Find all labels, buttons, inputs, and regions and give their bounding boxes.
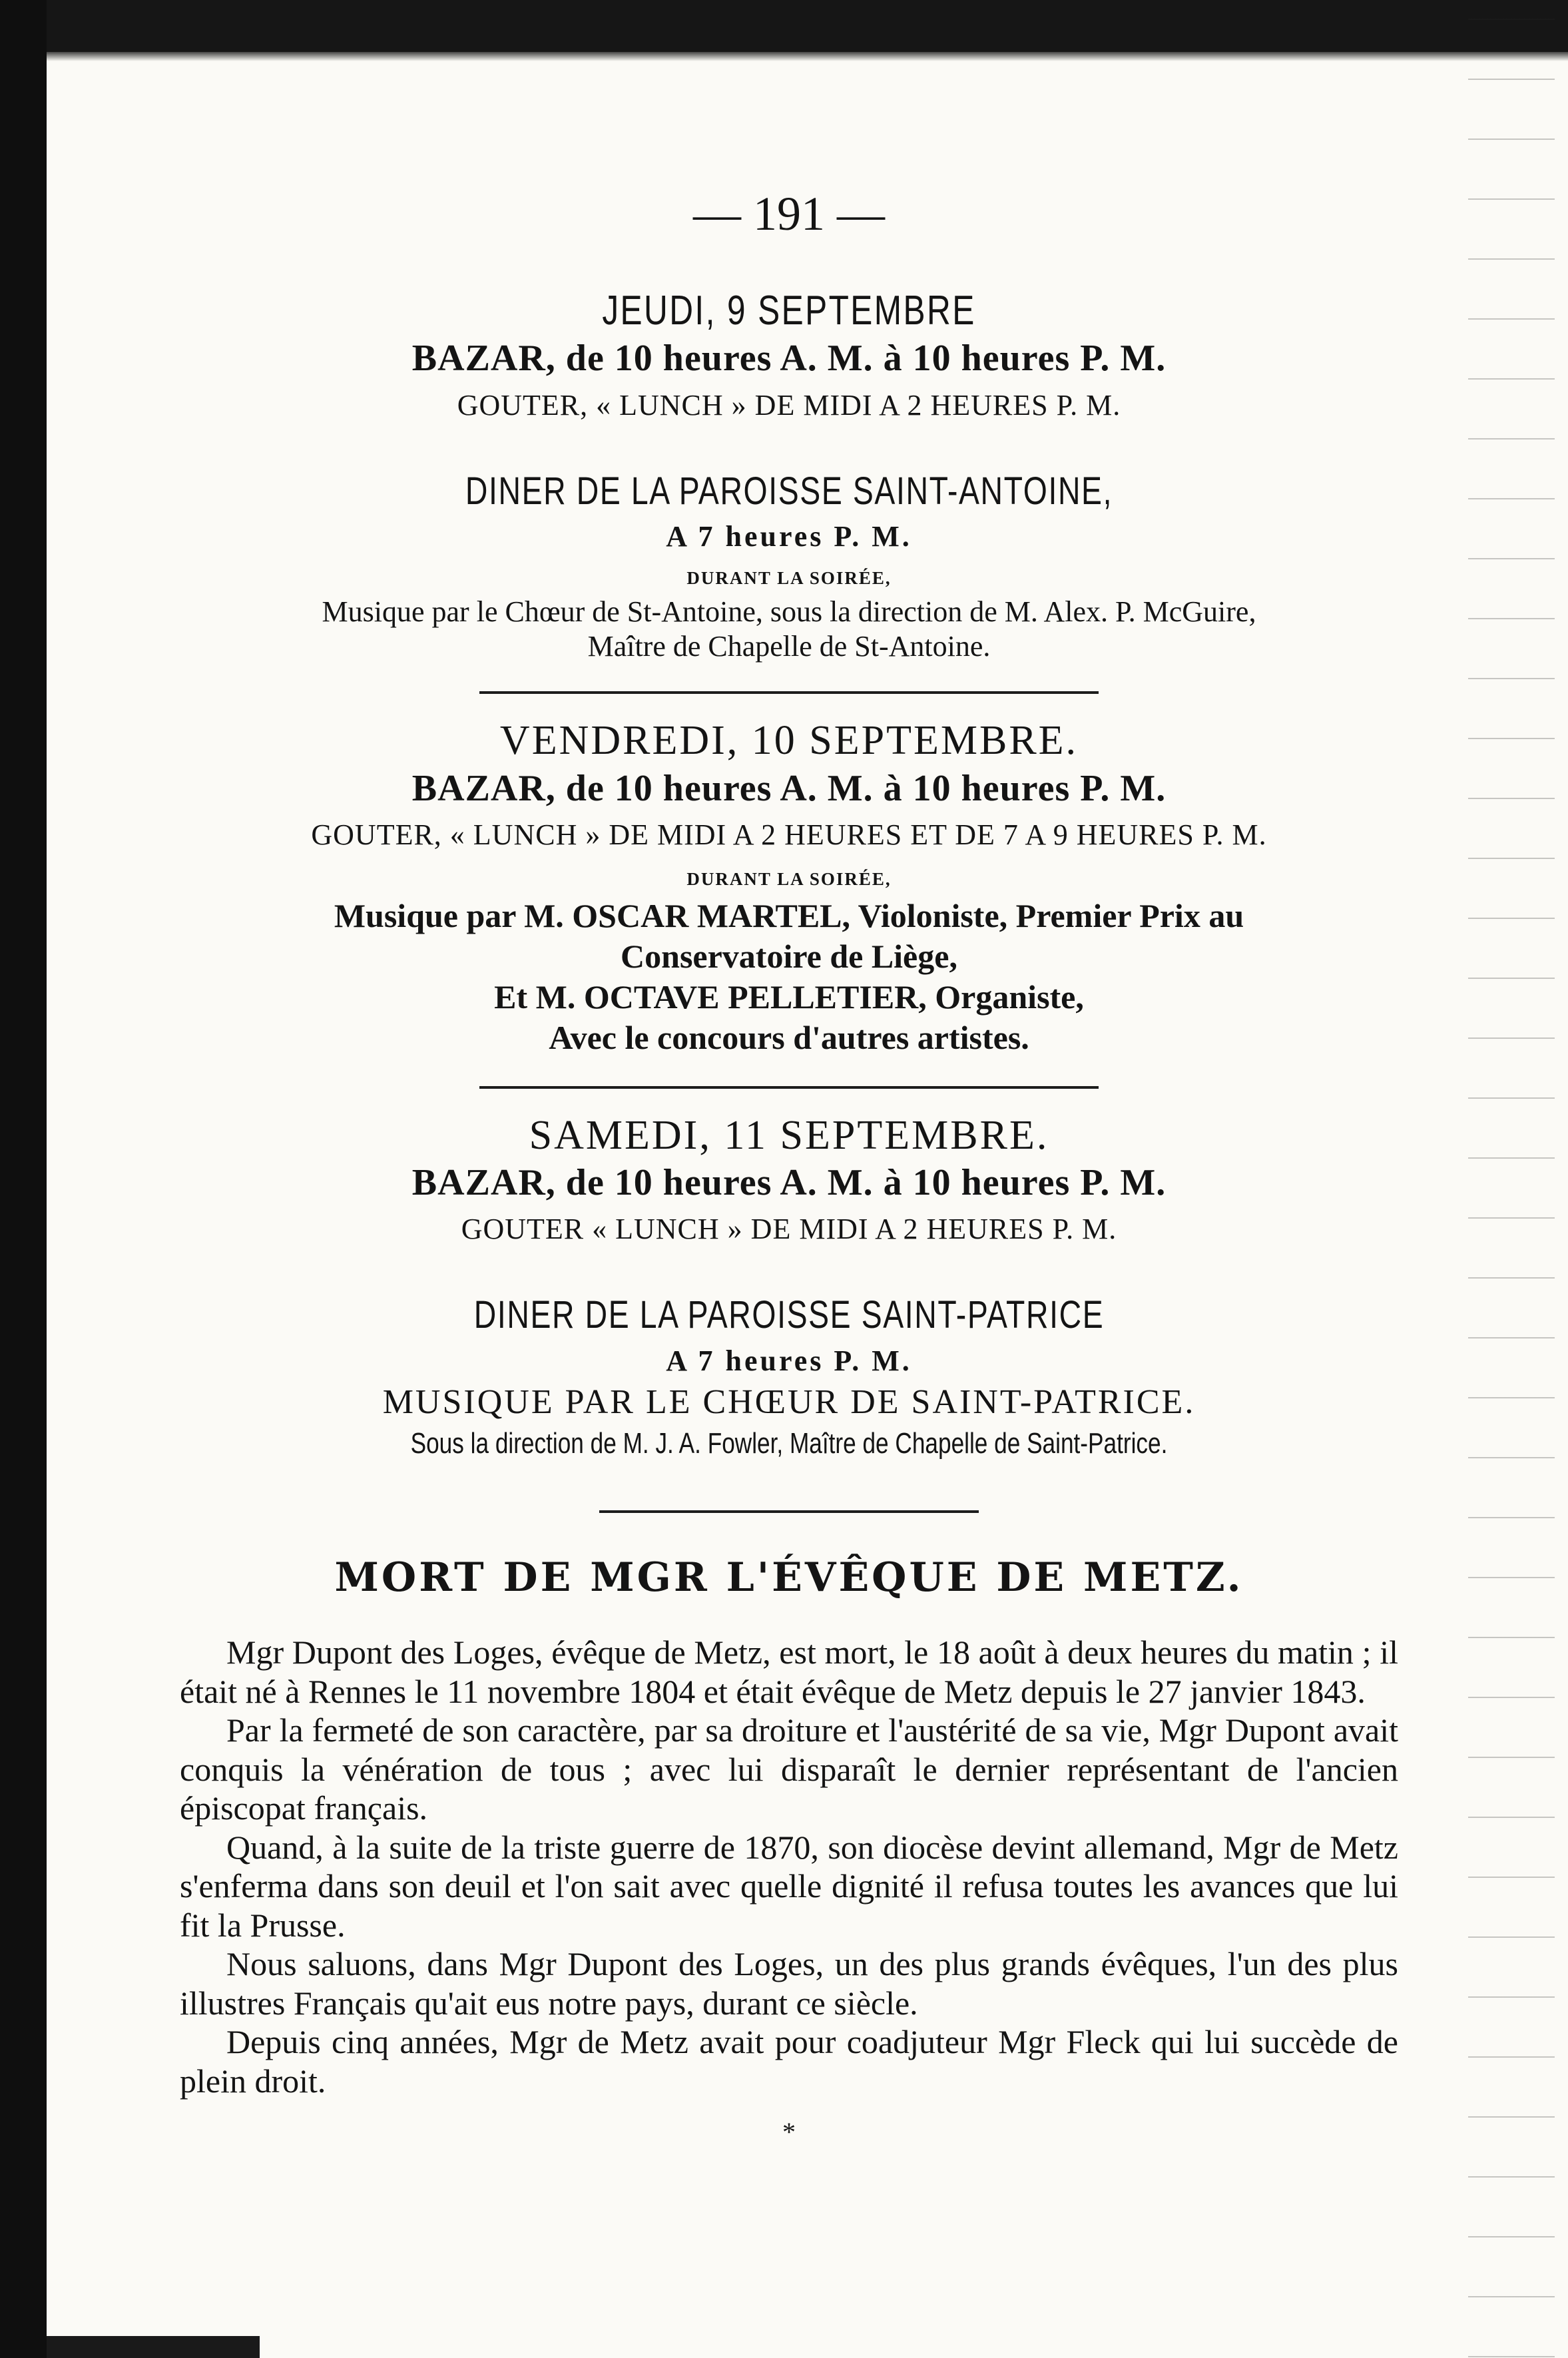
- event-bazar: BAZAR, de 10 heures A. M. à 10 heures P. M.: [411, 1161, 1167, 1203]
- event-day: VENDREDI, 10 SEPTEMBRE.: [499, 718, 1079, 764]
- article-paragraph: Par la fermeté de son caractère, par sa droiture et l'austérité de sa vie, Mgr Dupont avait conquis la vénération de tous ; avec lui disparaît le dernier représentant de l'ancien épiscopat français.: [180, 1711, 1398, 1827]
- event-saturday: [180, 1113, 1398, 1251]
- event-thursday: [180, 288, 1398, 427]
- music-line: Conservatoire de Liège,: [621, 937, 957, 975]
- event-friday: [180, 718, 1398, 1057]
- divider-rule: [479, 1086, 1099, 1089]
- music-line: Et M. OCTAVE PELLETIER, Organiste,: [494, 978, 1084, 1016]
- divider-rule: [479, 691, 1099, 694]
- music-line: Maître de Chapelle de St-Antoine.: [587, 629, 991, 663]
- music-line: MUSIQUE PAR LE CHŒUR DE SAINT-PATRICE.: [382, 1382, 1196, 1421]
- dinner-title: DINER DE LA PAROISSE SAINT-PATRICE: [473, 1293, 1105, 1337]
- event-dinner-saint-patrice: [180, 1289, 1398, 1462]
- dinner-hours: A 7 heures P. M.: [666, 1344, 912, 1377]
- scan-edge-left: [0, 0, 47, 2358]
- event-gouter: GOUTER « LUNCH » DE MIDI A 2 HEURES P. M.: [461, 1213, 1117, 1246]
- event-bazar: BAZAR, de 10 heures A. M. à 10 heures P. M.: [411, 338, 1167, 380]
- article-paragraph: Depuis cinq années, Mgr de Metz avait pour coadjuteur Mgr Fleck qui lui succède de plein droit.: [180, 2023, 1398, 2100]
- article-title: MORT DE MGR L'ÉVÊQUE DE METZ.: [334, 1554, 1244, 1602]
- divider-rule: [599, 1510, 979, 1513]
- music-line: Avec le concours d'autres artistes.: [549, 1018, 1029, 1056]
- article-paragraph: Nous saluons, dans Mgr Dupont des Loges, un des plus grands évêques, l'un des plus illustres Français qu'ait eus notre pays, durant ce siècle.: [180, 1945, 1398, 2022]
- music-line: Musique par M. OSCAR MARTEL, Violoniste, Premier Prix au: [334, 896, 1244, 934]
- article-paragraph: Quand, à la suite de la triste guerre de 1870, son diocèse devint allemand, Mgr de Metz s'enferma dans son deuil et l'on sait avec quelle dignité il refusa toutes les avances que lui fit la Prusse.: [180, 1828, 1398, 1944]
- event-day: JEUDI, 9 SEPTEMBRE: [602, 288, 976, 334]
- event-gouter: GOUTER, « LUNCH » DE MIDI A 2 HEURES P. M.: [457, 388, 1121, 422]
- end-mark: *: [782, 2117, 796, 2148]
- dinner-hours: A 7 heures P. M.: [666, 519, 912, 553]
- page-number: — 191 —: [693, 187, 885, 240]
- event-gouter: GOUTER, « LUNCH » DE MIDI A 2 HEURES ET DE 7 A 9 HEURES P. M.: [311, 818, 1267, 852]
- durant-label: DURANT LA SOIRÉE,: [686, 568, 892, 589]
- scan-edge-bottom: [47, 2336, 260, 2358]
- scan-edge-top: [0, 0, 1568, 52]
- music-line: Musique par le Chœur de St-Antoine, sous la direction de M. Alex. P. McGuire,: [322, 595, 1256, 628]
- article: [180, 1554, 1398, 2148]
- event-bazar: BAZAR, de 10 heures A. M. à 10 heures P. M.: [411, 767, 1167, 809]
- dinner-title: DINER DE LA PAROISSE SAINT-ANTOINE,: [465, 469, 1113, 513]
- document-page: [180, 186, 1398, 2148]
- scan-edge-fade: [0, 52, 1568, 61]
- article-paragraph: Mgr Dupont des Loges, évêque de Metz, est mort, le 18 août à deux heures du matin ; il était né à Rennes le 11 novembre 1804 et était évêque de Metz depuis le 27 janvier 1843.: [180, 1633, 1398, 1710]
- music-direction: Sous la direction de M. J. A. Fowler, Maître de Chapelle de Saint-Patrice.: [410, 1427, 1168, 1460]
- durant-label: DURANT LA SOIRÉE,: [686, 869, 892, 890]
- event-day: SAMEDI, 11 SEPTEMBRE.: [529, 1112, 1049, 1158]
- scan-margin-specks: [1468, 0, 1555, 2358]
- event-dinner-saint-antoine: [180, 465, 1398, 664]
